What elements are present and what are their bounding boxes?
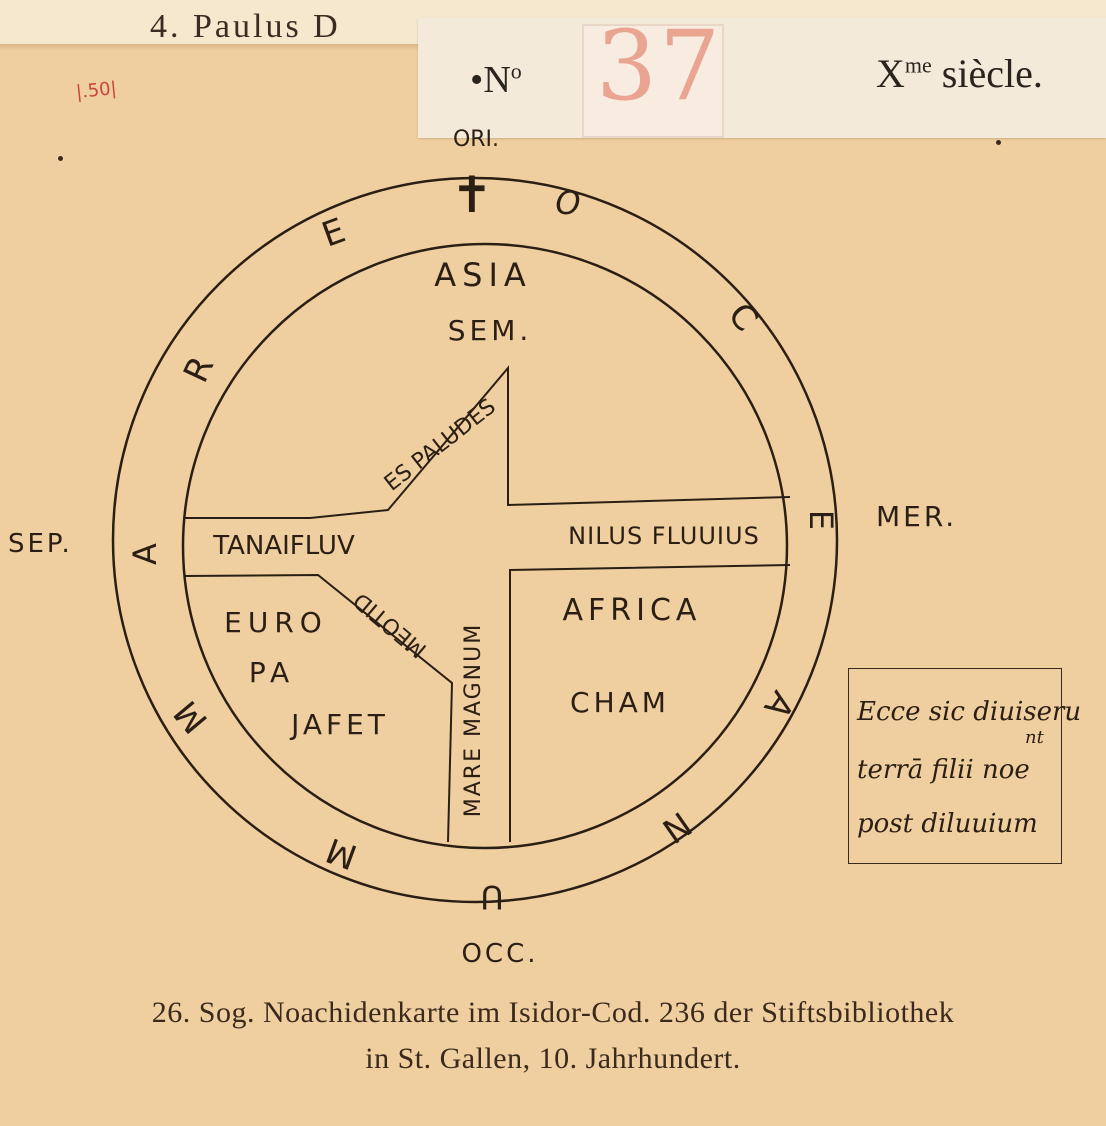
ocean-letter: A <box>126 543 164 565</box>
pencil-catalog-mark: |.50| <box>75 77 118 104</box>
sem-label: SEM. <box>447 314 533 347</box>
legend-line-1b: nt <box>1025 727 1044 748</box>
legend-line-2: terrā filii noe <box>857 755 1030 785</box>
caption-line-1: 26. Sog. Noachidenkarte im Isidor-Cod. 236 der Stiftsbibliothek <box>151 996 955 1029</box>
mare-magnum-label: MARE MAGNUM <box>461 622 486 818</box>
century-label: $X^{me}$ siècle. <box>876 51 1043 96</box>
ocean-letter: M <box>166 692 216 741</box>
ocean-letter: N <box>654 803 699 851</box>
europe-label-part1: EURO <box>224 606 328 639</box>
ocean-letter: E <box>316 210 351 256</box>
caption-line-2: in St. Gallen, 10. Jahrhundert. <box>365 1042 741 1075</box>
europe-label-part2: PA <box>248 656 296 689</box>
africa-label: AFRICA <box>562 593 702 628</box>
orientation-top-label: ORI. <box>452 127 500 152</box>
nile-label: NILUS FLUUIUS <box>568 522 760 550</box>
paludes-label: ES PALUDES <box>379 394 501 497</box>
tanais-label: TANAIFLUV <box>213 531 355 561</box>
cham-label: CHAM <box>570 686 670 719</box>
ocean-letter: E <box>802 509 840 531</box>
bullet-icon: • <box>470 59 484 101</box>
meotid-label: MEOTID <box>348 587 432 663</box>
ocean-letter: M <box>321 829 363 877</box>
catalog-number: 37 <box>596 10 723 122</box>
ocean-letter: O <box>555 184 581 222</box>
ocean-letter: C <box>719 295 766 340</box>
orientation-right-label: MER. <box>876 500 958 533</box>
jafet-label: JAFET <box>291 708 389 741</box>
legend-line-3: post diluuium <box>857 809 1038 839</box>
cross-icon: ✝ <box>451 166 493 224</box>
running-title: 4. Paulus D <box>150 8 341 45</box>
number-label: $•N^o$ <box>470 58 522 101</box>
ocean-letter: A <box>755 683 802 726</box>
legend-line-1: Ecce sic diuiseru <box>857 697 1082 727</box>
asia-label: ASIA <box>434 256 532 294</box>
orientation-left-label: SEP. <box>8 529 73 559</box>
ocean-letter: U <box>480 878 504 916</box>
upper-river-boundary <box>184 368 790 518</box>
orientation-bottom-label: OCC. <box>461 939 539 969</box>
legend-box <box>848 668 1082 864</box>
ocean-letter: R <box>175 350 223 389</box>
